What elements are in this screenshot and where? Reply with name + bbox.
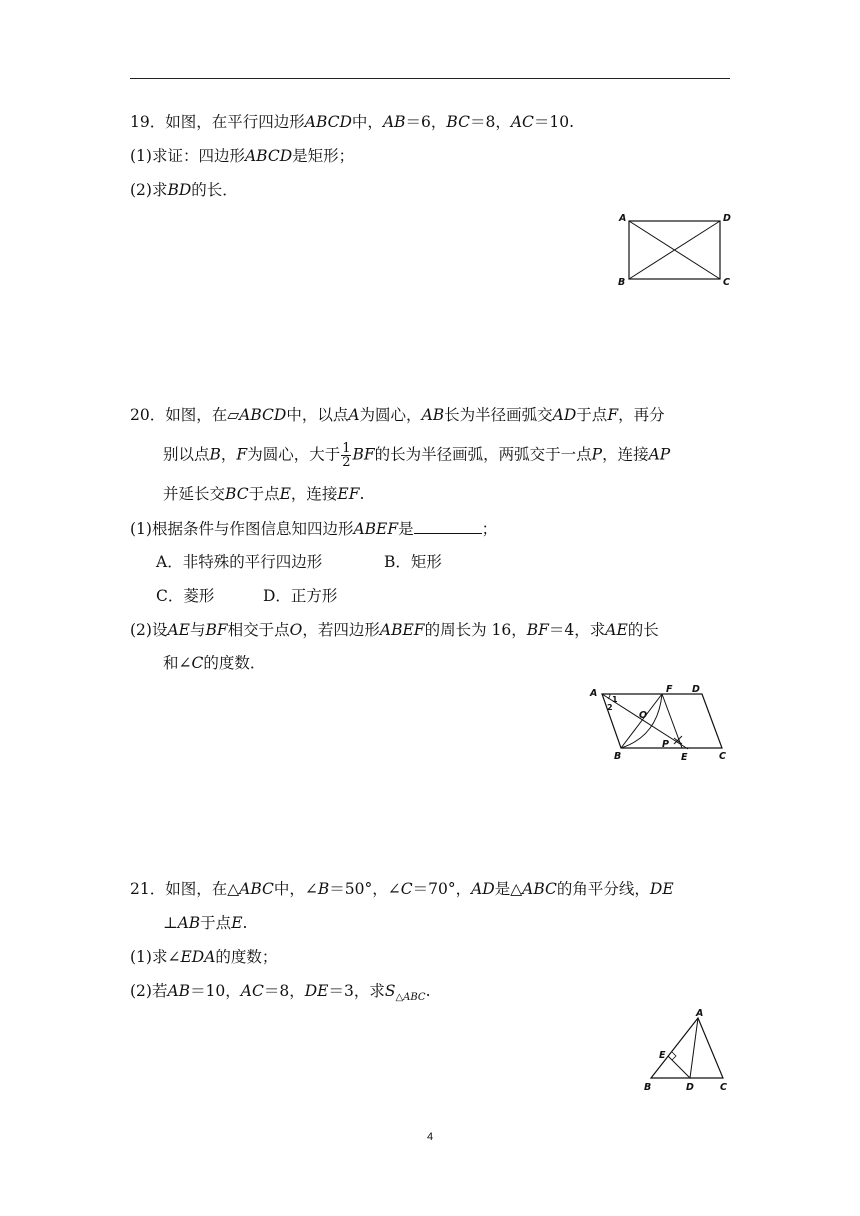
q20-stem-line1 — [130, 405, 665, 425]
option-b-text: B．矩形 — [384, 553, 442, 571]
label-d: D — [723, 213, 731, 224]
math-var: ABC — [239, 880, 274, 898]
text: ＝10， — [190, 982, 241, 1000]
text: ； — [481, 520, 498, 538]
q21-part1 — [130, 947, 277, 967]
q19-part2 — [130, 180, 238, 200]
text: (1)根据条件与作图信息知四边形 — [130, 520, 354, 538]
text: ，再分 — [618, 406, 665, 424]
label-f: F — [666, 684, 673, 695]
text: ＝6， — [405, 113, 447, 131]
q20-part2-line1 — [130, 620, 659, 640]
q20-option-b — [384, 552, 442, 572]
triangle-abc — [651, 1018, 723, 1078]
label-c: C — [720, 1082, 727, 1093]
math-var: B — [209, 445, 221, 464]
text: (1)求证：四边形 — [130, 147, 245, 165]
math-var: E — [231, 914, 243, 932]
q20-option-c — [156, 586, 214, 606]
text: 是矩形； — [292, 147, 355, 165]
math-var: AC — [240, 982, 264, 1000]
segment-de — [668, 1056, 690, 1078]
text: ，若四边形 — [302, 621, 380, 639]
math-var: ABCD — [304, 113, 352, 131]
fraction-numerator: 1 — [342, 441, 351, 456]
text: 和∠ — [163, 654, 192, 672]
segment-bf — [621, 694, 662, 748]
label-a: A — [619, 213, 627, 224]
math-var: DE — [649, 880, 674, 898]
text: 如图，在▱ — [165, 406, 240, 424]
label-p: P — [662, 739, 669, 750]
q21-stem-line1 — [130, 879, 674, 899]
label-c: C — [719, 751, 726, 762]
text: 于点 — [248, 485, 280, 503]
text: 的度数； — [215, 948, 278, 966]
right-angle-mark — [672, 1052, 676, 1060]
text: 是 — [398, 520, 414, 538]
text: 的角平分线， — [556, 880, 650, 898]
math-var: C — [400, 880, 413, 898]
text: 的周长为 16， — [424, 621, 527, 639]
q20-part2-line2 — [163, 653, 265, 673]
text: 中，以点 — [286, 406, 349, 424]
math-var: A — [348, 406, 360, 424]
label-d: D — [692, 684, 700, 695]
q20-stem-line2 — [163, 442, 670, 469]
option-a-text: A．非特殊的平行四边形 — [156, 553, 323, 571]
math-var: AB — [177, 914, 201, 932]
math-var: F — [607, 406, 619, 424]
text: (2)设 — [130, 621, 168, 639]
text: ＝10. — [533, 113, 575, 131]
label-e: E — [659, 1050, 666, 1061]
label-b: B — [614, 751, 622, 762]
q19-stem — [130, 112, 574, 132]
text: ＝8， — [469, 113, 511, 131]
math-var: BF — [205, 621, 228, 639]
math-var: EDA — [180, 948, 216, 966]
text: 别以点 — [163, 445, 210, 464]
question-number: 19． — [130, 113, 166, 131]
text: 于点 — [200, 914, 232, 932]
text: 的长． — [191, 181, 238, 199]
text: (2)求 — [130, 181, 168, 199]
math-var: AC — [510, 113, 534, 131]
math-var: O — [289, 621, 303, 639]
math-var: BD — [167, 181, 192, 199]
math-var: BC — [225, 485, 249, 503]
math-var: BF — [526, 621, 549, 639]
label-d: D — [686, 1082, 694, 1093]
label-a: A — [590, 688, 598, 699]
angle-mark — [608, 694, 610, 699]
option-d-text: D．正方形 — [263, 587, 338, 605]
text: 是△ — [494, 880, 523, 898]
text: ＝70°， — [412, 880, 472, 898]
q21-triangle-figure — [638, 1004, 738, 1096]
q20-option-d — [263, 586, 337, 606]
fraction-denominator: 2 — [342, 455, 351, 470]
math-var: P — [591, 445, 603, 464]
text: 的度数． — [203, 654, 266, 672]
question-number: 21． — [130, 880, 166, 898]
math-var: F — [236, 445, 248, 464]
text: 为圆心， — [359, 406, 422, 424]
answer-blank — [414, 519, 482, 534]
label-e: E — [681, 752, 688, 763]
q20-parallelogram-figure — [586, 680, 734, 764]
math-var: C — [191, 654, 204, 672]
text: . — [425, 982, 431, 1000]
fraction-one-half — [341, 442, 351, 469]
text: 并延长交 — [163, 485, 226, 503]
question-number: 20． — [130, 406, 166, 424]
label-angle-1: 1 — [612, 695, 618, 704]
math-var: AE — [167, 621, 190, 639]
subscript: △ABC — [395, 992, 426, 1004]
label-c: C — [723, 277, 730, 288]
math-var: ABC — [522, 880, 557, 898]
label-a: A — [696, 1008, 704, 1019]
q19-rectangle-figure — [612, 208, 738, 292]
math-var: ABEF — [379, 621, 425, 639]
text: 中，∠ — [273, 880, 318, 898]
q21-part2 — [130, 981, 431, 1008]
math-var: B — [317, 880, 330, 898]
q21-stem-line2 — [163, 913, 247, 933]
page-number: 4 — [426, 1131, 434, 1143]
math-var: AB — [167, 982, 191, 1000]
label-b: B — [644, 1082, 652, 1093]
text: ＝8， — [263, 982, 305, 1000]
math-var: BF — [352, 445, 375, 464]
text: . — [242, 914, 248, 932]
text: ，连接 — [602, 445, 649, 464]
label-angle-2: 2 — [607, 703, 613, 712]
math-var: AD — [471, 880, 495, 898]
math-var: ABCD — [239, 406, 287, 424]
top-rule — [130, 78, 730, 79]
math-var: ABEF — [353, 520, 399, 538]
text: 长为半径画弧交 — [444, 406, 553, 424]
q19-part1 — [130, 146, 354, 166]
math-var: ABCD — [244, 147, 293, 165]
math-var: AB — [382, 113, 406, 131]
text: 中， — [351, 113, 383, 131]
text: ⊥ — [163, 914, 178, 932]
q20-part1 — [130, 519, 497, 539]
text: ，连接 — [290, 485, 338, 503]
math-var: DE — [304, 982, 329, 1000]
text: ＝50°，∠ — [329, 880, 401, 898]
math-var: EF — [337, 485, 360, 503]
text: 相交于点 — [227, 621, 290, 639]
math-var: S — [384, 982, 396, 1000]
math-var: BC — [446, 113, 470, 131]
text: ＝3，求 — [328, 982, 385, 1000]
text: 的长 — [627, 621, 659, 639]
label-o: O — [639, 710, 648, 721]
math-var: AD — [552, 406, 577, 424]
math-var: AB — [421, 406, 445, 424]
q20-option-a — [156, 552, 322, 572]
q20-stem-line3 — [163, 484, 364, 504]
text: 如图，在平行四边形 — [165, 113, 305, 131]
math-var: AP — [648, 445, 671, 464]
text: 与 — [189, 621, 206, 639]
text: 的长为半径画弧，两弧交于一点 — [374, 445, 592, 464]
text: 为圆心，大于 — [247, 445, 341, 464]
option-c-text: C．菱形 — [156, 587, 215, 605]
math-var: AE — [605, 621, 628, 639]
text: ＝4，求 — [548, 621, 606, 639]
text: 于点 — [576, 406, 608, 424]
text: (1)求∠ — [130, 948, 181, 966]
label-b: B — [618, 277, 626, 288]
text: 如图，在△ — [165, 880, 240, 898]
text: . — [359, 485, 365, 503]
math-var: E — [279, 485, 291, 503]
text: ， — [220, 445, 237, 464]
text: (2)若 — [130, 982, 168, 1000]
